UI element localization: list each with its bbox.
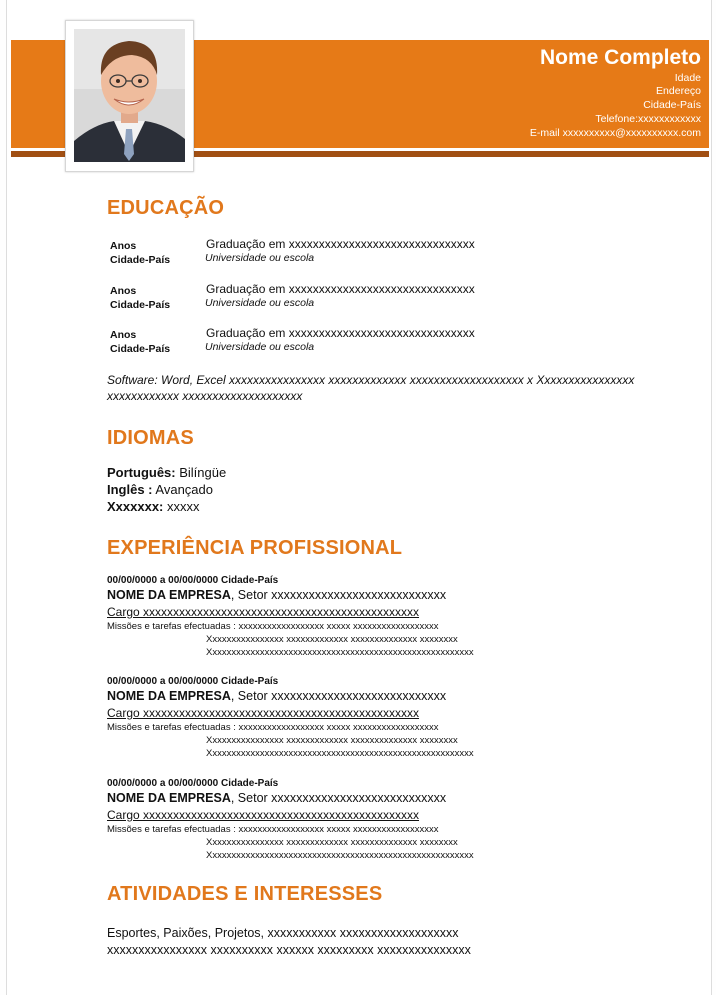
language-item: Inglês : Avançado <box>107 482 213 497</box>
education-degree: Graduação em xxxxxxxxxxxxxxxxxxxxxxxxxxxxxxx <box>206 237 475 251</box>
education-item <box>107 282 667 312</box>
experience-missions-line: Xxxxxxxxxxxxxxxxxxxxxxxxxxxxxxxxxxxxxxxxxxxxxxxxxxxxxxxx <box>206 748 474 759</box>
education-school: Universidade ou escola <box>205 252 315 264</box>
experience-role: Cargo xxxxxxxxxxxxxxxxxxxxxxxxxxxxxxxxxxxxxxxxxxxxxx <box>107 605 420 619</box>
experience-missions-line: Xxxxxxxxxxxxxxxxxxxxxxxxxxxxxxxxxxxxxxxxxxxxxxxxxxxxxxxx <box>206 647 474 658</box>
experience-item <box>107 676 667 768</box>
city-country: Cidade-País <box>643 99 701 111</box>
experience-missions-line: Xxxxxxxxxxxxxxxx xxxxxxxxxxxxx xxxxxxxxxxxxxx xxxxxxxx <box>206 735 458 746</box>
education-title: EDUCAÇÃO <box>107 197 225 219</box>
experience-dates: 00/00/0000 a 00/00/0000 Cidade-País <box>107 778 279 789</box>
education-years-place: Anos Cidade-País <box>110 240 171 266</box>
education-years-place: Anos Cidade-País <box>110 329 171 355</box>
languages-title: IDIOMAS <box>107 427 194 449</box>
phone: Telefone:xxxxxxxxxxxx <box>595 113 701 125</box>
education-degree: Graduação em xxxxxxxxxxxxxxxxxxxxxxxxxxxxxxx <box>206 326 475 340</box>
software-skills: Software: Word, Excel xxxxxxxxxxxxxxxx xxxxxxxxxxxxx xxxxxxxxxxxxxxxxxxx x Xxxxxxxxxxxxxxxx xxxxxxxxxxxx xxxxxxxxxxxxxxxxxxxx <box>107 373 635 403</box>
education-years-place: Anos Cidade-País <box>110 285 171 311</box>
language-item: Português: Bilíngüe <box>107 465 227 480</box>
language-item: Xxxxxxx: xxxxx <box>107 499 200 514</box>
address: Endereço <box>656 85 701 97</box>
education-school: Universidade ou escola <box>205 341 315 353</box>
photo-frame <box>65 20 194 172</box>
experience-company: NOME DA EMPRESA, Setor xxxxxxxxxxxxxxxxxxxxxxxxxxxx <box>107 791 447 805</box>
full-name: Nome Completo <box>539 46 701 69</box>
experience-title: EXPERIÊNCIA PROFISSIONAL <box>107 537 403 559</box>
experience-dates: 00/00/0000 a 00/00/0000 Cidade-País <box>107 575 279 586</box>
experience-role: Cargo xxxxxxxxxxxxxxxxxxxxxxxxxxxxxxxxxxxxxxxxxxxxxx <box>107 808 420 822</box>
experience-dates: 00/00/0000 a 00/00/0000 Cidade-País <box>107 676 279 687</box>
profile-photo <box>74 29 185 162</box>
activities-title: ATIVIDADES E INTERESSES <box>107 883 383 905</box>
experience-missions-line: Xxxxxxxxxxxxxxxx xxxxxxxxxxxxx xxxxxxxxxxxxxx xxxxxxxx <box>206 837 458 848</box>
education-school: Universidade ou escola <box>205 297 315 309</box>
education-degree: Graduação em xxxxxxxxxxxxxxxxxxxxxxxxxxxxxxx <box>206 282 475 296</box>
experience-item <box>107 778 667 870</box>
experience-role: Cargo xxxxxxxxxxxxxxxxxxxxxxxxxxxxxxxxxxxxxxxxxxxxxx <box>107 706 420 720</box>
experience-missions: Missões e tarefas efectuadas : xxxxxxxxxxxxxxxxxx xxxxx xxxxxxxxxxxxxxxxxx <box>107 824 439 835</box>
experience-missions-line: Xxxxxxxxxxxxxxxxxxxxxxxxxxxxxxxxxxxxxxxxxxxxxxxxxxxxxxxx <box>206 850 474 861</box>
activities-text: Esportes, Paixões, Projetos, xxxxxxxxxxx xxxxxxxxxxxxxxxxxxx xxxxxxxxxxxxxxxx xxxxxxxxxx xxxxxx xxxxxxxxx xxxxxxxxxxxxxxx <box>107 926 471 957</box>
experience-item <box>107 575 667 667</box>
experience-company: NOME DA EMPRESA, Setor xxxxxxxxxxxxxxxxxxxxxxxxxxxx <box>107 588 447 602</box>
age: Idade <box>674 72 701 84</box>
experience-company: NOME DA EMPRESA, Setor xxxxxxxxxxxxxxxxxxxxxxxxxxxx <box>107 689 447 703</box>
email: E-mail xxxxxxxxxx@xxxxxxxxxx.com <box>529 127 701 139</box>
experience-missions: Missões e tarefas efectuadas : xxxxxxxxxxxxxxxxxx xxxxx xxxxxxxxxxxxxxxxxx <box>107 621 439 632</box>
education-item <box>107 237 667 267</box>
education-item <box>107 326 667 356</box>
experience-missions: Missões e tarefas efectuadas : xxxxxxxxxxxxxxxxxx xxxxx xxxxxxxxxxxxxxxxxx <box>107 722 439 733</box>
experience-missions-line: Xxxxxxxxxxxxxxxx xxxxxxxxxxxxx xxxxxxxxxxxxxx xxxxxxxx <box>206 634 458 645</box>
